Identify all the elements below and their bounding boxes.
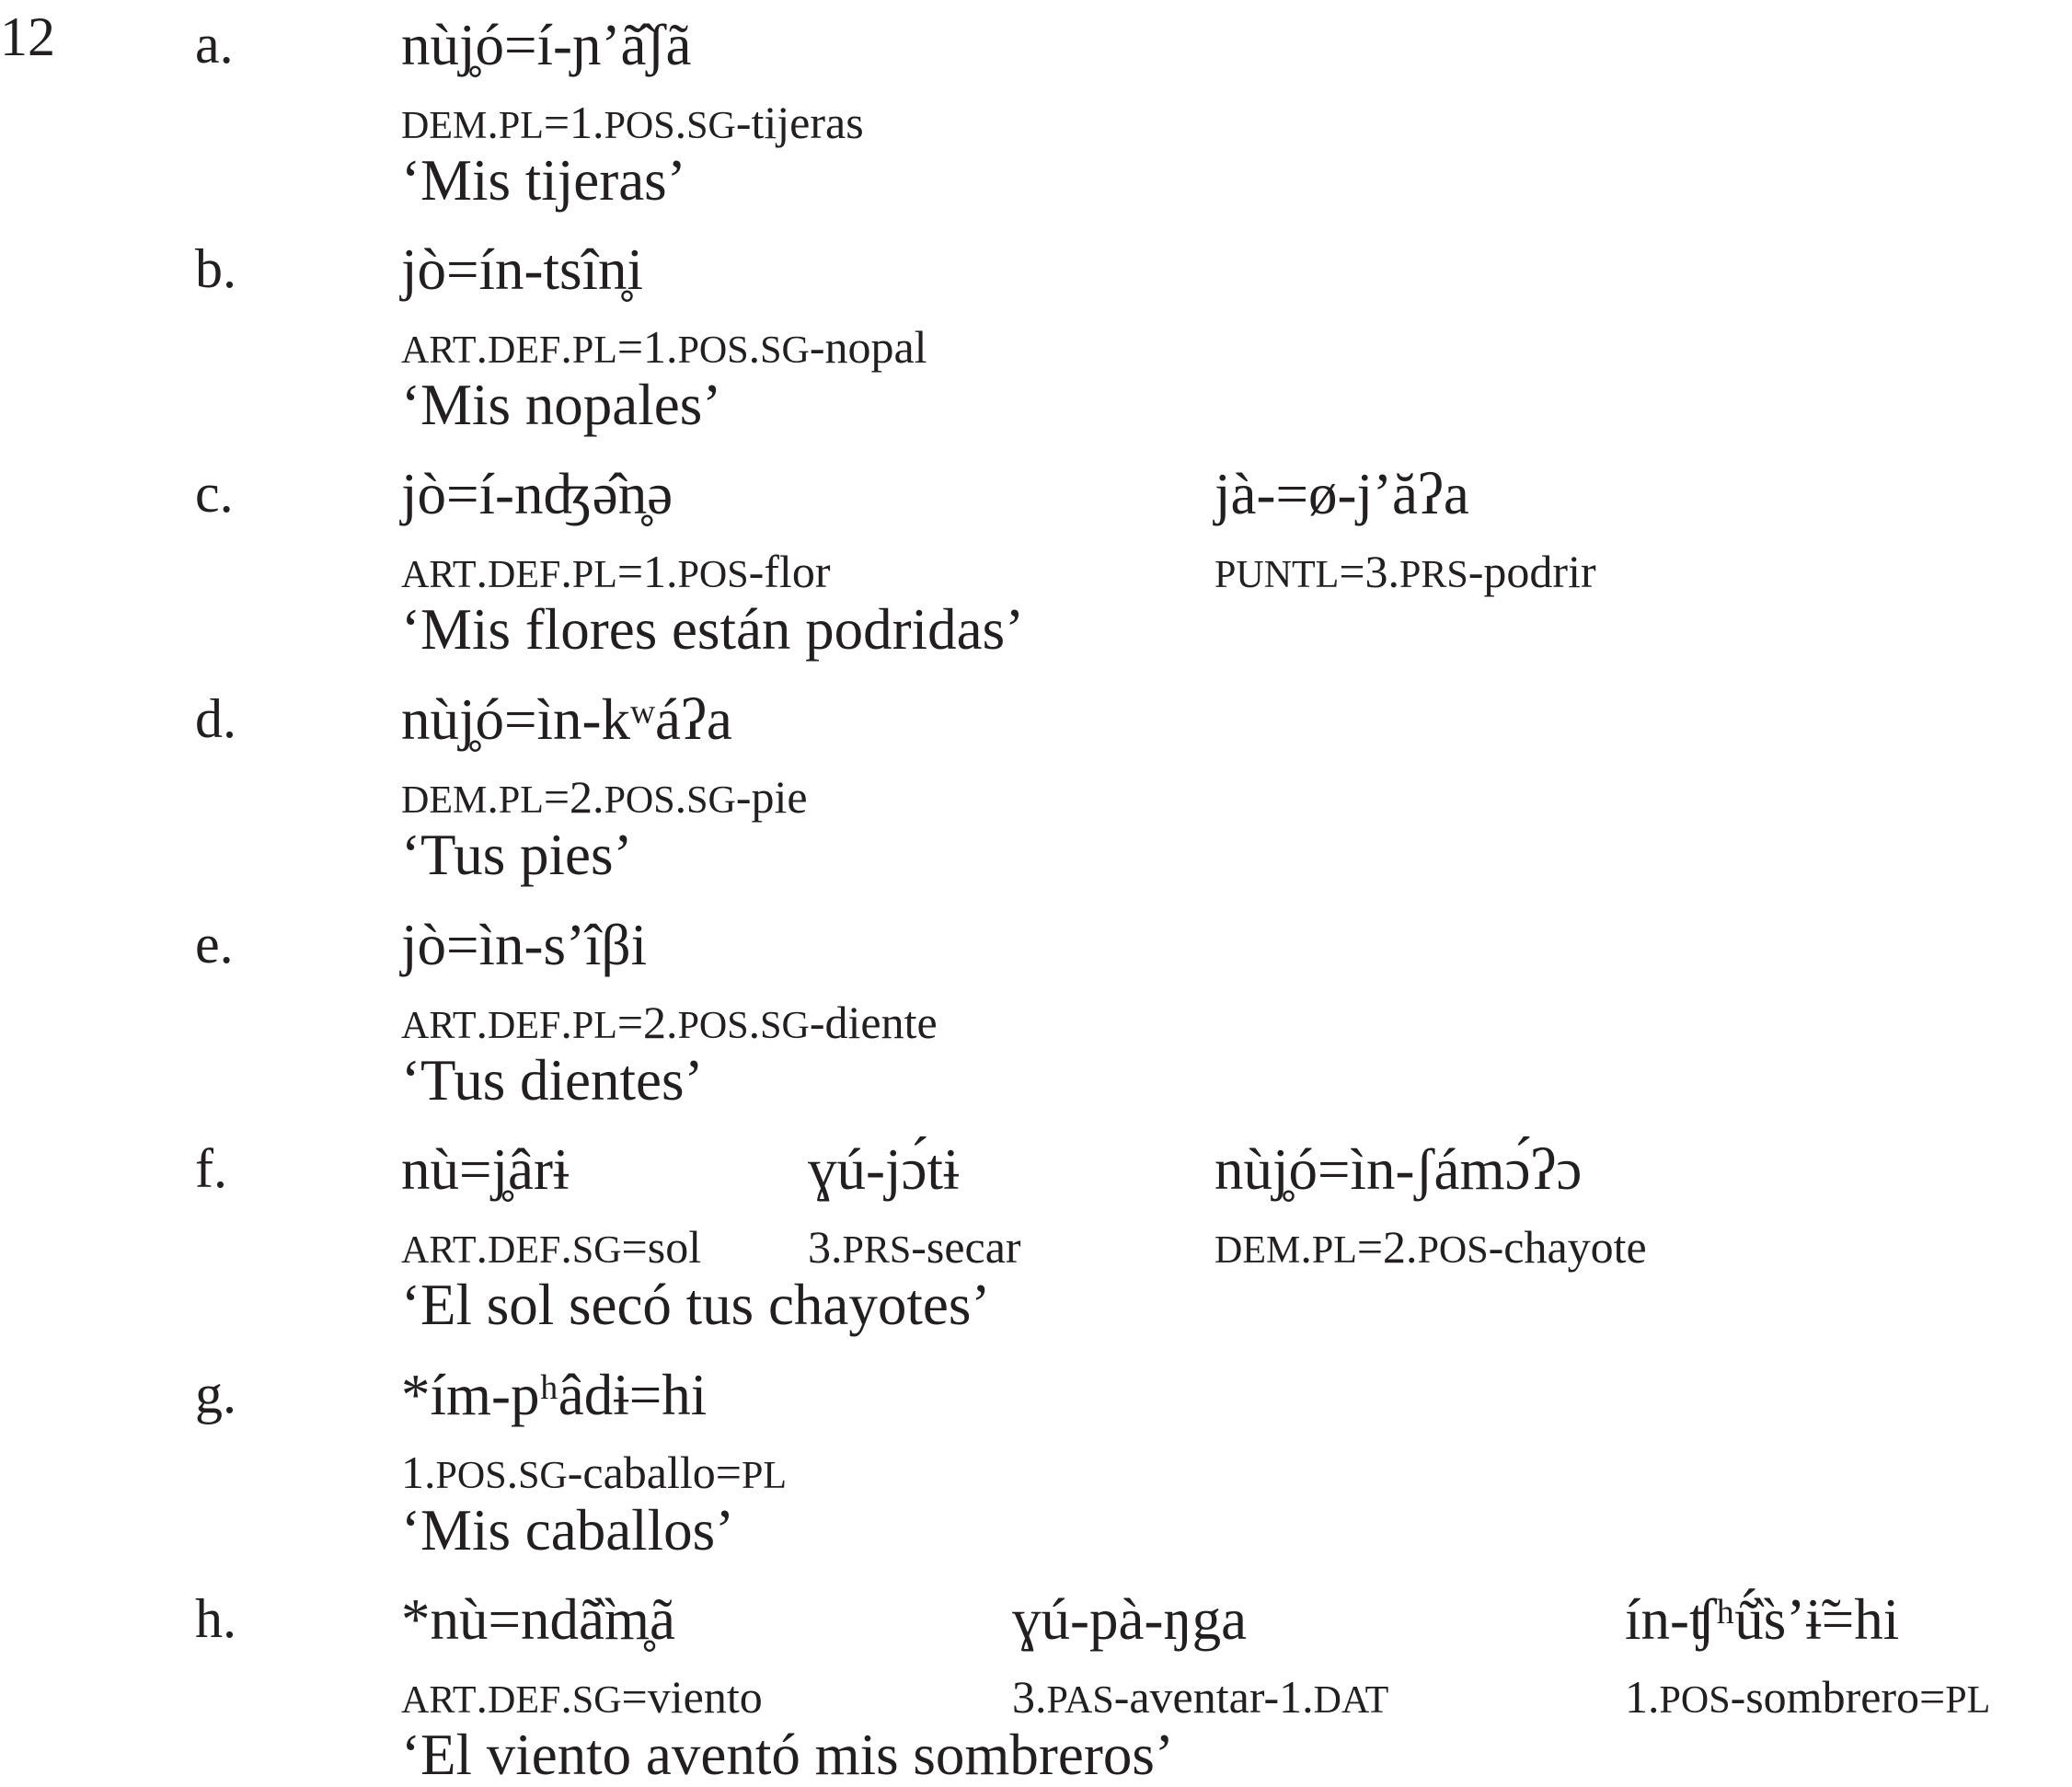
- gloss-segment: DEM: [401, 779, 488, 822]
- example-letter: a.: [195, 14, 234, 75]
- gloss-segment: SG: [760, 329, 810, 372]
- gloss-segment: PL: [1311, 1229, 1357, 1272]
- vernacular-word: nù=j̥ârɨ: [401, 1137, 570, 1202]
- example-letter: d.: [195, 688, 236, 749]
- gloss-segment: =1.: [543, 97, 604, 148]
- gloss-segment: 3.: [1012, 1671, 1047, 1723]
- free-translation: ‘Tus dientes’: [401, 1048, 704, 1113]
- free-translation: ‘Mis tijeras’: [401, 148, 686, 213]
- gloss-line: [401, 1447, 787, 1498]
- gloss-segment: .: [476, 546, 488, 597]
- gloss-segment: PL: [571, 1005, 617, 1047]
- gloss-line: [1214, 546, 1596, 597]
- vernacular-word: ɣú-jɔ́tɨ: [808, 1137, 960, 1202]
- gloss-segment: DEF: [487, 1005, 561, 1047]
- example-letter: g.: [195, 1364, 236, 1424]
- gloss-segment: DEM: [401, 105, 488, 147]
- gloss-segment: ART: [401, 1679, 477, 1722]
- gloss-segment: -pie: [735, 771, 808, 823]
- gloss-segment: .: [560, 546, 572, 597]
- gloss-segment: SG: [571, 1679, 622, 1722]
- free-translation: ‘Mis caballos’: [401, 1498, 735, 1562]
- gloss-segment: -chayote: [1488, 1221, 1647, 1273]
- gloss-line: [401, 771, 808, 823]
- gloss-segment: PL: [498, 105, 544, 147]
- gloss-segment: =sol: [621, 1221, 702, 1273]
- gloss-segment: ART: [401, 1229, 477, 1272]
- gloss-segment: DEF: [487, 1679, 561, 1722]
- gloss-line: [1012, 1671, 1389, 1723]
- gloss-segment: -sombrero=: [1730, 1671, 1946, 1723]
- gloss-segment: POS: [1417, 1229, 1489, 1272]
- gloss-segment: =2.: [1356, 1221, 1418, 1273]
- gloss-segment: ART: [401, 554, 477, 596]
- gloss-segment: 1.: [1625, 1671, 1660, 1723]
- gloss-segment: POS: [604, 779, 675, 822]
- gloss-segment: =2.: [543, 771, 604, 823]
- gloss-segment: =2.: [616, 997, 678, 1048]
- gloss-segment: .: [487, 771, 499, 823]
- gloss-segment: 3.: [808, 1221, 843, 1273]
- gloss-segment: DEF: [487, 329, 561, 372]
- example-letter: b.: [195, 238, 236, 299]
- gloss-line: [1625, 1671, 1991, 1723]
- gloss-segment: .: [560, 321, 572, 373]
- gloss-segment: PUNTL: [1214, 554, 1340, 596]
- gloss-segment: PL: [571, 329, 617, 372]
- gloss-segment: POS: [1659, 1679, 1731, 1722]
- vernacular-word: ín-ʧʰṹ̏s’ɨ̃=hi: [1625, 1587, 1900, 1652]
- gloss-segment: PAS: [1046, 1679, 1114, 1722]
- gloss-line: [401, 321, 927, 373]
- gloss-segment: PRS: [1399, 554, 1468, 596]
- gloss-segment: =viento: [621, 1671, 763, 1723]
- gloss-segment: =3.: [1339, 546, 1400, 597]
- gloss-segment: PL: [1945, 1679, 1991, 1722]
- gloss-segment: -tijeras: [735, 97, 864, 148]
- gloss-segment: PL: [498, 779, 544, 822]
- gloss-segment: POS: [435, 1455, 507, 1497]
- vernacular-word: nùj̥ó=ìn-kʷáʔa: [401, 687, 732, 752]
- free-translation: ‘El sol secó tus chayotes’: [401, 1273, 991, 1337]
- gloss-line: [401, 546, 831, 597]
- gloss-segment: DEF: [487, 554, 561, 596]
- gloss-segment: -aventar-1.: [1113, 1671, 1314, 1723]
- gloss-segment: PL: [741, 1455, 787, 1497]
- gloss-segment: SG: [760, 1005, 810, 1047]
- vernacular-word: jà-=ø-j’ăʔa: [1214, 462, 1469, 526]
- gloss-segment: DAT: [1313, 1679, 1389, 1722]
- gloss-segment: .: [506, 1447, 519, 1498]
- free-translation: ‘Mis nopales’: [401, 373, 722, 437]
- gloss-segment: SG: [571, 1229, 622, 1272]
- example-letter: h.: [195, 1588, 236, 1649]
- example-letter: c.: [195, 463, 234, 524]
- vernacular-word: jò=ín-tsîn̥i: [401, 237, 644, 302]
- example-letter: e.: [195, 914, 234, 974]
- gloss-segment: .: [560, 1671, 572, 1723]
- gloss-segment: -nopal: [809, 321, 927, 373]
- gloss-segment: =1.: [616, 546, 678, 597]
- example-letter: f.: [195, 1138, 227, 1199]
- gloss-segment: .: [476, 1671, 488, 1723]
- gloss-segment: POS: [604, 105, 675, 147]
- vernacular-word: jò=ìn-s’îβi: [401, 913, 648, 977]
- gloss-segment: .: [560, 997, 572, 1048]
- gloss-line: [401, 997, 938, 1048]
- gloss-segment: -diente: [809, 997, 938, 1048]
- gloss-segment: -caballo=: [567, 1447, 742, 1498]
- gloss-segment: ART: [401, 1005, 477, 1047]
- vernacular-word: nùj̥ó=ìn-ʃámɔ́ʔɔ: [1214, 1137, 1583, 1202]
- gloss-segment: .: [748, 321, 761, 373]
- gloss-segment: -secar: [911, 1221, 1021, 1273]
- gloss-line: [401, 1221, 702, 1273]
- gloss-segment: 1.: [401, 1447, 436, 1498]
- gloss-segment: .: [674, 97, 687, 148]
- gloss-segment: .: [476, 997, 488, 1048]
- gloss-segment: POS: [677, 329, 749, 372]
- gloss-line: [1214, 1221, 1647, 1273]
- vernacular-word: *nù=ndã̏m̥ã: [401, 1587, 675, 1652]
- gloss-segment: -flor: [748, 546, 831, 597]
- gloss-segment: .: [674, 771, 687, 823]
- vernacular-word: jò=í-nʤə̂n̥ə: [401, 462, 673, 526]
- gloss-segment: PL: [571, 554, 617, 596]
- gloss-segment: =1.: [616, 321, 678, 373]
- vernacular-word: nùj̥ó=í-ɲ’ã̂ʃã: [401, 13, 692, 77]
- gloss-line: [401, 97, 864, 148]
- gloss-segment: -podrir: [1468, 546, 1596, 597]
- vernacular-word: *ím-pʰâdɨ=hi: [401, 1363, 708, 1427]
- gloss-line: [401, 1671, 763, 1723]
- gloss-line: [808, 1221, 1021, 1273]
- gloss-segment: SG: [686, 779, 736, 822]
- gloss-segment: DEF: [487, 1229, 561, 1272]
- gloss-segment: DEM: [1214, 1229, 1301, 1272]
- gloss-segment: POS: [677, 554, 749, 596]
- gloss-segment: .: [748, 997, 761, 1048]
- free-translation: ‘Tus pies’: [401, 823, 633, 887]
- gloss-segment: .: [476, 1221, 488, 1273]
- gloss-segment: SG: [518, 1455, 568, 1497]
- free-translation: ‘Mis flores están podridas’: [401, 597, 1025, 662]
- gloss-segment: .: [476, 321, 488, 373]
- vernacular-word: ɣú-pà-ŋga: [1012, 1587, 1248, 1652]
- gloss-segment: .: [487, 97, 499, 148]
- example-number: 12: [0, 6, 55, 67]
- gloss-segment: PRS: [842, 1229, 912, 1272]
- gloss-segment: .: [1300, 1221, 1312, 1273]
- gloss-segment: ART: [401, 329, 477, 372]
- gloss-segment: SG: [686, 105, 736, 147]
- gloss-segment: POS: [677, 1005, 749, 1047]
- free-translation: ‘El viento aventó mis sombreros’: [401, 1723, 1174, 1787]
- gloss-segment: .: [560, 1221, 572, 1273]
